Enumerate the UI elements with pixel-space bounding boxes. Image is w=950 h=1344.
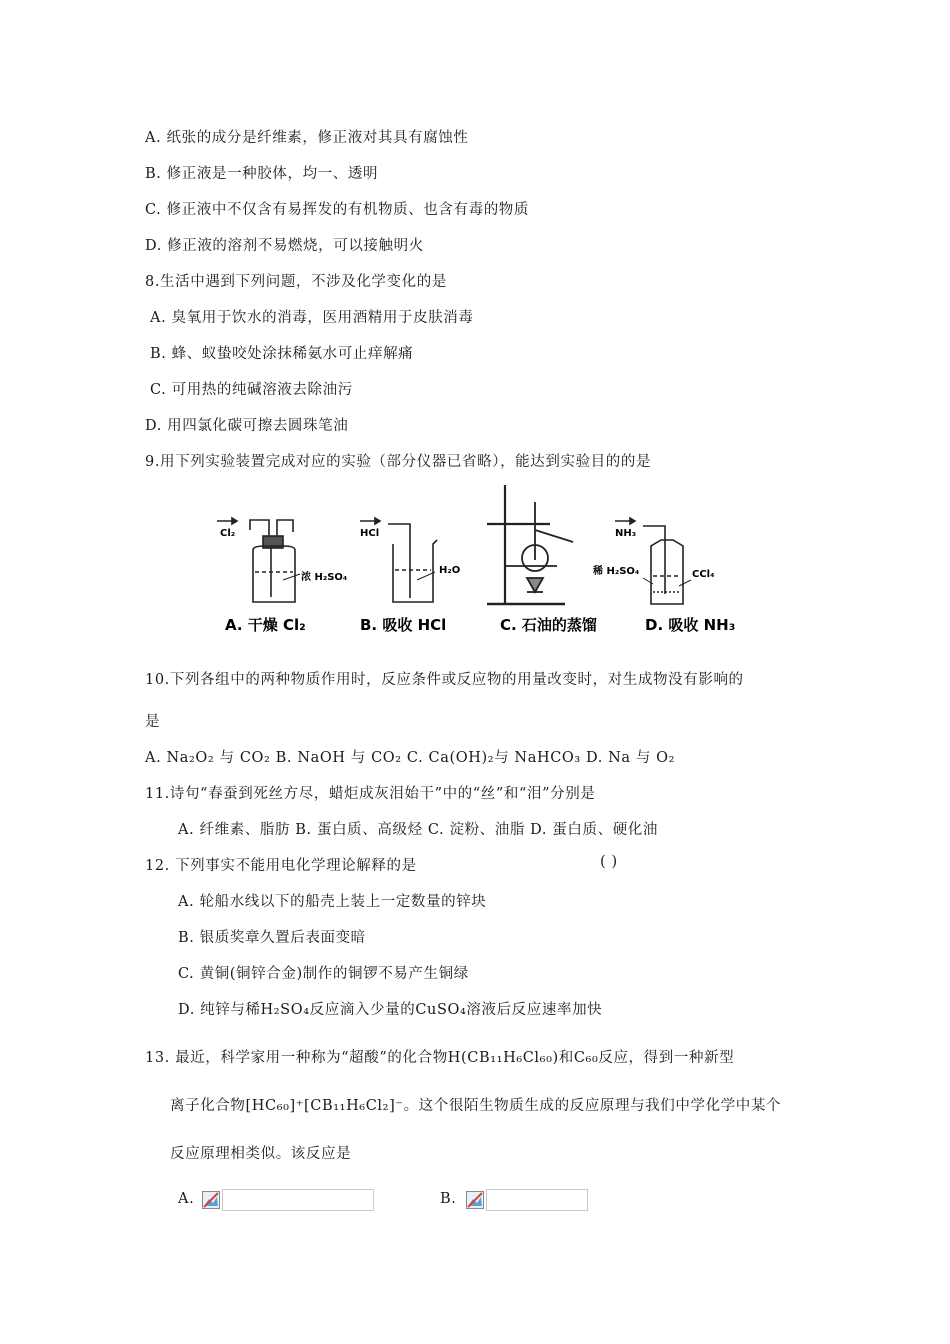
- q10-options: A. Na₂O₂ 与 CO₂ B. NaOH 与 CO₂ C. Ca(OH)₂与 NaHCO₃ D. Na 与 O₂: [145, 750, 676, 766]
- q12-option-a: A. 轮船水线以下的船壳上装上一定数量的锌块: [178, 894, 487, 910]
- broken-image-icon: [202, 1191, 220, 1209]
- q12-option-d: D. 纯锌与稀H₂SO₄反应滴入少量的CuSO₄溶液后反应速率加快: [178, 1002, 603, 1018]
- q11-options: A. 纤维素、脂肪 B. 蛋白质、高级烃 C. 淀粉、油脂 D. 蛋白质、硬化油: [178, 822, 659, 838]
- apparatus-c: [487, 485, 573, 604]
- q13-option-b-label: B.: [440, 1191, 457, 1207]
- q13-line1: 13. 最近，科学家用一种称为“超酸”的化合物H(CB₁₁H₆Cl₆₀)和C₆₀反应，得到一种新型: [145, 1050, 735, 1066]
- caption-b: B. 吸收 HCl: [360, 616, 447, 634]
- caption-a: A. 干燥 Cl₂: [225, 616, 306, 634]
- gas-label-hcl: HCl: [360, 528, 380, 539]
- q13-option-a-image: [222, 1189, 374, 1211]
- caption-d: D. 吸收 NH₃: [645, 616, 736, 634]
- q7-option-b: B. 修正液是一种胶体，均一、透明: [145, 166, 379, 182]
- gas-label-cl2: Cl₂: [220, 528, 236, 539]
- q8-option-a: A. 臭氧用于饮水的消毒，医用酒精用于皮肤消毒: [150, 310, 474, 326]
- liquid-label-ccl4: CCl₄: [692, 569, 715, 580]
- q12-stem: 12. 下列事实不能用电化学理论解释的是: [145, 858, 417, 874]
- q10-stem-line2: 是: [145, 714, 161, 730]
- q12-answer-paren: ( ): [600, 854, 618, 870]
- liquid-label-conc-h2so4: 浓 H₂SO₄: [301, 572, 348, 583]
- liquid-label-dilute-h2so4: 稀 H₂SO₄: [593, 566, 640, 577]
- q7-option-c: C. 修正液中不仅含有易挥发的有机物质、也含有毒的物质: [145, 202, 529, 218]
- q12-option-b: B. 银质奖章久置后表面变暗: [178, 930, 366, 946]
- q9-stem: 9.用下列实验装置完成对应的实验（部分仪器已省略），能达到实验目的的是: [145, 454, 652, 470]
- q13-line3: 反应原理相类似。该反应是: [170, 1146, 352, 1162]
- q8-option-c: C. 可用热的纯碱溶液去除油污: [150, 382, 353, 398]
- broken-image-icon: [466, 1191, 484, 1209]
- q13-option-b-image: [486, 1189, 588, 1211]
- caption-c: C. 石油的蒸馏: [500, 616, 597, 634]
- q12-option-c: C. 黄铜(铜锌合金)制作的铜锣不易产生铜绿: [178, 966, 469, 982]
- q11-stem: 11.诗句“春蚕到死丝方尽，蜡炬成灰泪始干”中的“丝”和“泪”分别是: [145, 786, 596, 802]
- q13-line2: 离子化合物[HC₆₀]⁺[CB₁₁H₆Cl₂]⁻。这个很陌生物质生成的反应原理与我们中学化学中某个: [170, 1098, 782, 1114]
- liquid-label-h2o: H₂O: [439, 565, 461, 576]
- gas-label-nh3: NH₃: [615, 528, 637, 539]
- q9-apparatus-figure: [205, 480, 775, 640]
- q7-option-d: D. 修正液的溶剂不易燃烧，可以接触明火: [145, 238, 424, 254]
- q7-option-a: A. 纸张的成分是纤维素，修正液对其具有腐蚀性: [145, 130, 469, 146]
- q13-option-a-label: A.: [178, 1191, 195, 1207]
- q8-stem: 8.生活中遇到下列问题，不涉及化学变化的是: [145, 274, 447, 290]
- q8-option-b: B. 蜂、蚁蛰咬处涂抹稀氨水可止痒解痛: [150, 346, 414, 362]
- q8-option-d: D. 用四氯化碳可擦去圆珠笔油: [145, 418, 349, 434]
- q10-stem-line1: 10.下列各组中的两种物质作用时，反应条件或反应物的用量改变时，对生成物没有影响的: [145, 672, 744, 688]
